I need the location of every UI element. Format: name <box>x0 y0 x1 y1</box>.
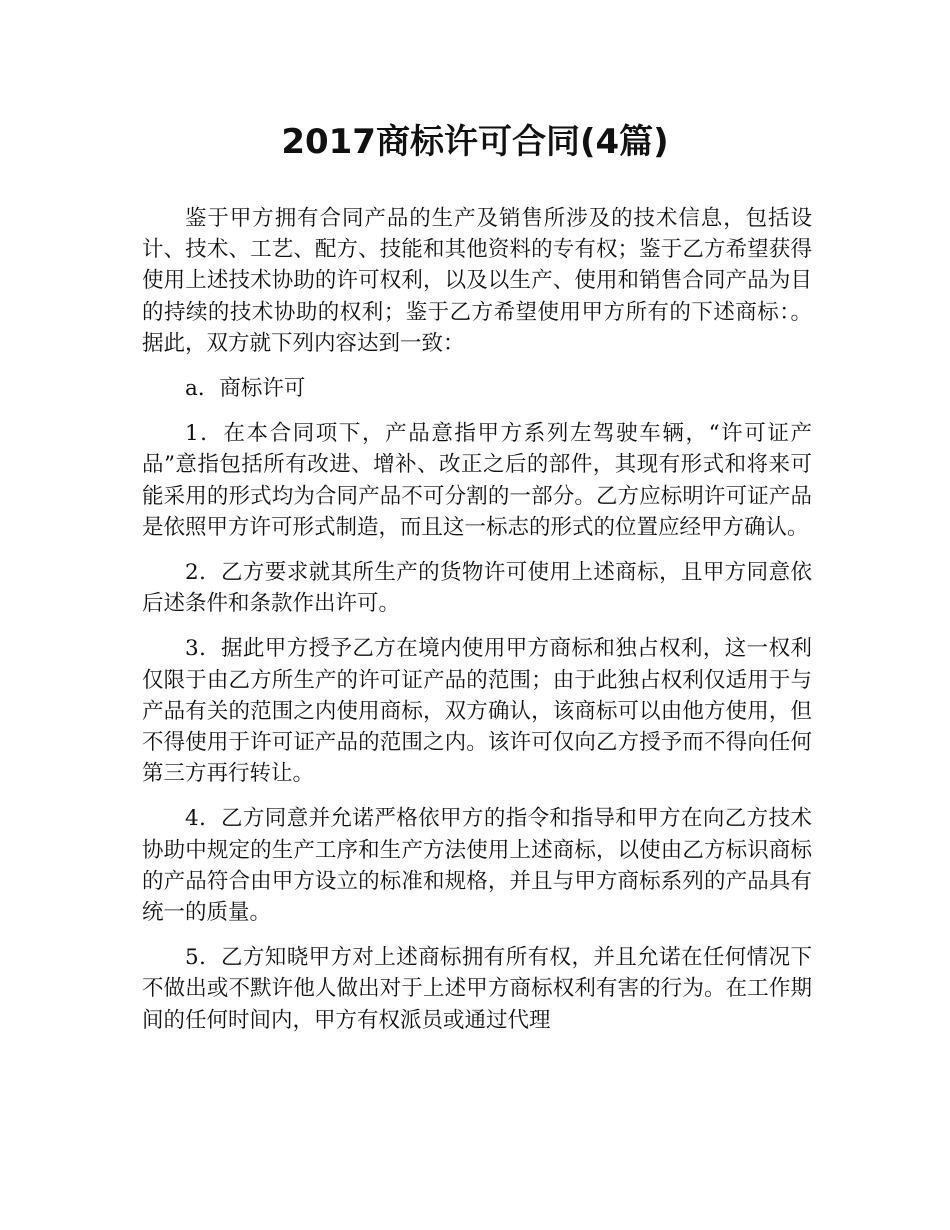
clause-3: 3．据此甲方授予乙方在境内使用甲方商标和独占权利，这一权利仅限于由乙方所生产的许可证产品的范围；由于此独占权利仅适用于与产品有关的范围之内使用商标，双方确认，该商标可以由他方使用，但不得使用于许可证产品的范围之内。该许可仅向乙方授予而不得向任何第三方再行转让。 <box>142 636 812 787</box>
paragraph-preamble: 鉴于甲方拥有合同产品的生产及销售所涉及的技术信息，包括设计、技术、工艺、配方、技能和其他资料的专有权；鉴于乙方希望获得使用上述技术协助的许可权利，以及以生产、使用和销售合同产品为目的持续的技术协助的权利；鉴于乙方希望使用甲方所有的下述商标：。据此，双方就下列内容达到一致： <box>142 206 812 356</box>
document-body <box>142 203 812 1050</box>
clause-4: 4．乙方同意并允诺严格依甲方的指令和指导和甲方在向乙方技术协助中规定的生产工序和生产方法使用上述商标，以使由乙方标识商标的产品符合由甲方设立的标准和规格，并且与甲方商标系列的产品具有统一的质量。 <box>142 806 812 926</box>
page-title: 2017商标许可合同(4篇) <box>281 122 669 162</box>
clause-2: 2．乙方要求就其所生产的货物许可使用上述商标，且甲方同意依后述条件和条款作出许可。 <box>142 560 812 617</box>
clause-1: 1．在本合同项下，产品意指甲方系列左驾驶车辆，“许可证产品”意指包括所有改进、增补、改正之后的部件，其现有形式和将来可能采用的形式均为合同产品不可分割的一部分。乙方应标明许可证产品是依照甲方许可形式制造，而且这一标志的形式的位置应经甲方确认。 <box>142 421 812 540</box>
section-heading-trademark-license: a．商标许可 <box>185 376 306 402</box>
clause-5: 5．乙方知晓甲方对上述商标拥有所有权，并且允诺在任何情况下不做出或不默许他人做出对于上述甲方商标权利有害的行为。在工作期间的任何时间内，甲方有权派员或通过代理 <box>142 945 812 1033</box>
